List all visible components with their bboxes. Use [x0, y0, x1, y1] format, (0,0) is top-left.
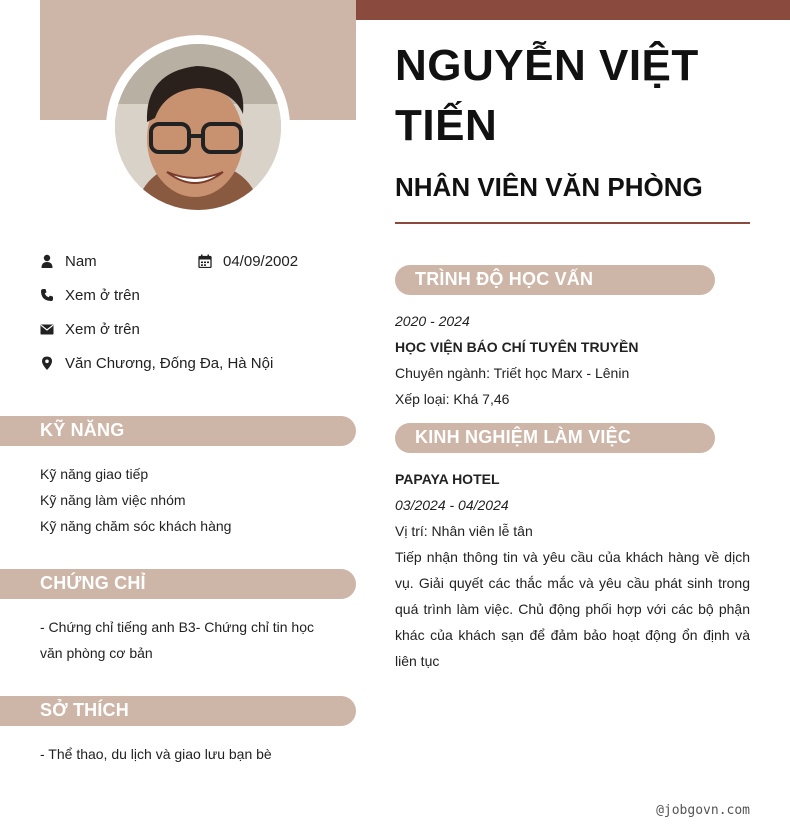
skills-title: KỸ NĂNG: [40, 420, 125, 440]
education-grade: Xếp loại: Khá 7,46: [395, 391, 510, 407]
skill-item: Kỹ năng giao tiếp: [40, 466, 149, 482]
hobbies-title: SỞ THÍCH: [40, 700, 129, 720]
address-value: Văn Chương, Đống Đa, Hà Nội: [65, 354, 274, 372]
experience-position: Vị trí: Nhân viên lễ tân: [395, 523, 533, 539]
experience-heading: [395, 423, 715, 453]
experience-block: [395, 466, 750, 674]
top-accent-bar: [356, 0, 790, 20]
phone-icon: [40, 287, 54, 303]
phone-row: [40, 285, 140, 305]
envelope-icon: [40, 321, 54, 337]
job-title: NHÂN VIÊN VĂN PHÒNG: [395, 172, 703, 202]
email-value: Xem ở trên: [65, 320, 140, 338]
skill-item: Kỹ năng chăm sóc khách hàng: [40, 518, 232, 534]
hobbies-text: - Thể thao, du lịch và giao lưu bạn bè: [40, 746, 272, 762]
education-major: Chuyên ngành: Triết học Marx - Lênin: [395, 365, 630, 381]
experience-description: Tiếp nhận thông tin và yêu cầu của khách hàng về dịch vụ. Giải quyết các thắc mắc và yêu cầu phát sinh trong quá trình làm việc. Chủ động phối hợp với các bộ phận khác của khách sạn để đảm bảo hoạt động ổn định và liên tục: [395, 549, 750, 669]
experience-company: PAPAYA HOTEL: [395, 471, 500, 487]
email-row: [40, 319, 140, 339]
title-divider: [395, 222, 750, 224]
calendar-icon: [198, 253, 212, 269]
education-school: HỌC VIỆN BÁO CHÍ TUYÊN TRUYỀN: [395, 339, 639, 355]
dob-value: 04/09/2002: [223, 252, 299, 270]
address-row: [40, 353, 273, 373]
education-period: 2020 - 2024: [395, 313, 470, 329]
skills-list: [40, 461, 231, 539]
map-pin-icon: [40, 355, 54, 371]
skills-heading: [0, 416, 356, 446]
certificates-title: CHỨNG CHỈ: [40, 573, 146, 593]
education-title: TRÌNH ĐỘ HỌC VẤN: [415, 269, 594, 289]
certificates-heading: [0, 569, 356, 599]
education-heading: [395, 265, 715, 295]
skill-item: Kỹ năng làm việc nhóm: [40, 492, 186, 508]
experience-title: KINH NGHIỆM LÀM VIỆC: [415, 427, 632, 447]
gender-value: Nam: [65, 252, 97, 270]
experience-period: 03/2024 - 04/2024: [395, 497, 509, 513]
dob-row: [198, 251, 298, 271]
phone-value: Xem ở trên: [65, 286, 140, 304]
certificates-text: - Chứng chỉ tiếng anh B3- Chứng chỉ tin học văn phòng cơ bản: [40, 619, 315, 661]
full-name: NGUYỄN VIỆT TIẾN: [395, 41, 699, 150]
education-block: [395, 308, 750, 412]
footer-watermark: @jobgovn.com: [656, 803, 750, 818]
profile-photo: [115, 44, 281, 210]
gender-row: [40, 251, 97, 271]
user-icon: [40, 253, 54, 269]
hobbies-heading: [0, 696, 356, 726]
